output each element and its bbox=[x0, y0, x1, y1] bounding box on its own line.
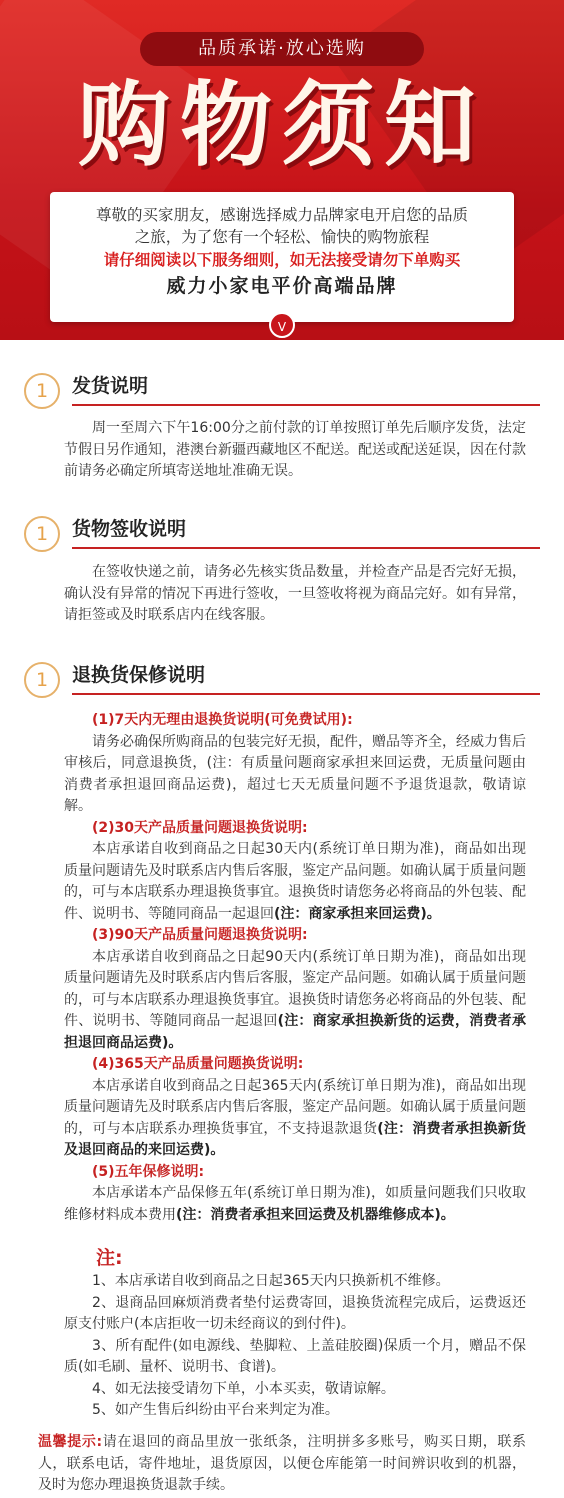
note-item: 2、退商品回麻烦消费者垫付运费寄回，退换货流程完成后，运费返还原支付账户(本店拒收一切未经商议的到付件)。 bbox=[64, 1294, 526, 1332]
intro-warning: 请仔细阅读以下服务细则，如无法接受请勿下单购买 bbox=[103, 251, 461, 269]
section-receipt-header bbox=[24, 514, 540, 554]
section-divider bbox=[72, 693, 540, 695]
warm-tips bbox=[38, 1432, 526, 1497]
section-shipping-header bbox=[24, 371, 540, 411]
section-divider bbox=[72, 547, 540, 549]
notes-title: 注: bbox=[96, 1247, 123, 1269]
note-item: 3、所有配件(如电源线、垫脚粒、上盖硅胶圈)保质一个月，赠品不保质(如毛刷、量杯、说明书、食谱)。 bbox=[64, 1337, 526, 1375]
note-item: 4、如无法接受请勿下单，小本买卖，敬请谅解。 bbox=[92, 1380, 395, 1397]
chevron-down-icon: V bbox=[269, 312, 295, 338]
page-title: 购物须知 bbox=[77, 72, 486, 179]
return-policy-heading: (2)30天产品质量问题退换货说明: bbox=[92, 819, 308, 836]
section-title: 货物签收说明 bbox=[72, 518, 187, 540]
note-item: 1、本店承诺自收到商品之日起365天内只换新机不维修。 bbox=[92, 1273, 450, 1289]
return-policy-item bbox=[64, 925, 526, 1054]
returns-list bbox=[64, 710, 526, 1226]
header-tagline: 品质承诺·放心选购 bbox=[140, 32, 424, 66]
return-policy-item bbox=[64, 1162, 526, 1227]
note-item: 5、如产生售后纠纷由平台来判定为准。 bbox=[92, 1402, 339, 1418]
intro-card bbox=[50, 192, 514, 322]
return-policy-item bbox=[64, 710, 526, 818]
return-policy-body: 请务必确保所购商品的包装完好无损，配件，赠品等齐全，经威力售后审核后，同意退换货，(注：有质量问题商家承担来回运费，无质量问题由消费者承担退回商品运费)，超过七天无质量问题不予退货退款，敬请谅解。 bbox=[64, 733, 526, 814]
return-policy-body: 本店承诺自收到商品之日起365天内(系统订单日期为准)，商品如出现质量问题请先及时联系店内售后客服，鉴定产品问题。如确认属于质量问题的，可与本店联系办理换货事宜，不支持退款退货(注：消费者承担换新货及退回商品的来回运费)。 bbox=[64, 1077, 527, 1158]
return-policy-item bbox=[64, 818, 526, 926]
brand-line: 威力小家电平价高端品牌 bbox=[166, 275, 398, 297]
return-policy-heading: (3)90天产品质量问题退换货说明: bbox=[92, 927, 308, 943]
return-policy-heading: (1)7天内无理由退换货说明(可免费试用): bbox=[92, 712, 353, 728]
return-policy-body: 本店承诺自收到商品之日起90天内(系统订单日期为准)，商品如出现质量问题请先及时联系店内售后客服，鉴定产品问题。如确认属于质量问题的，可与本店联系办理退换货事宜。退换货时请您务必将商品的外包装、配件、说明书、等随同商品一起退回(注：商家承担换新货的运费，消费者承担退回商品运费)。 bbox=[64, 948, 526, 1051]
intro-line-1: 尊敬的买家朋友，感谢选择威力品牌家电开启您的品质 bbox=[95, 206, 468, 224]
return-policy-body: 本店承诺自收到商品之日起30天内(系统订单日期为准)，商品如出现质量问题请先及时联系店内售后客服，鉴定产品问题。如确认属于质量问题的，可与本店联系办理退换货事宜。退换货时请您务必将商品的外包装、配件、说明书、等随同商品一起退回(注：商家承担来回运费)。 bbox=[64, 841, 526, 922]
section-divider bbox=[72, 404, 540, 406]
receipt-text: 在签收快递之前，请务必先核实货品数量，并检查产品是否完好无损，确认没有异常的情况下再进行签收，一旦签收将视为商品完好。如有异常，请拒签或及时联系店内在线客服。 bbox=[64, 564, 526, 623]
tips-text: 请在退回的商品里放一张纸条，注明拼多多账号，购买日期，联系人，联系电话，寄件地址，退货原因，以便仓库能第一时间辨识收到的机器，及时为您办理退换货退款手续。 bbox=[38, 1434, 526, 1493]
section-number-icon: 1 bbox=[24, 662, 60, 698]
section-number-icon: 1 bbox=[24, 373, 60, 409]
section-title: 退换货保修说明 bbox=[72, 664, 206, 686]
header-banner bbox=[0, 0, 564, 340]
section-title: 发货说明 bbox=[72, 375, 149, 397]
tips-label: 温馨提示: bbox=[38, 1434, 103, 1450]
section-number-icon: 1 bbox=[24, 516, 60, 552]
notes-list bbox=[64, 1271, 526, 1422]
shipping-text: 周一至周六下午16:00分之前付款的订单按照订单先后顺序发货，法定节假日另作通知，港澳台新疆西藏地区不配送。配送或配送延误，因在付款前请务必确定所填寄送地址准确无误。 bbox=[64, 420, 526, 479]
return-policy-body: 本店承诺本产品保修五年(系统订单日期为准)，如质量问题我们只收取维修材料成本费用(注：消费者承担来回运费及机器维修成本)。 bbox=[64, 1185, 526, 1223]
return-policy-item bbox=[64, 1054, 526, 1162]
intro-line-2: 之旅，为了您有一个轻松、愉快的购物旅程 bbox=[134, 228, 430, 246]
section-returns-header bbox=[24, 660, 540, 700]
return-policy-heading: (5)五年保修说明: bbox=[92, 1163, 205, 1180]
return-policy-heading: (4)365天产品质量问题换货说明: bbox=[92, 1056, 304, 1072]
